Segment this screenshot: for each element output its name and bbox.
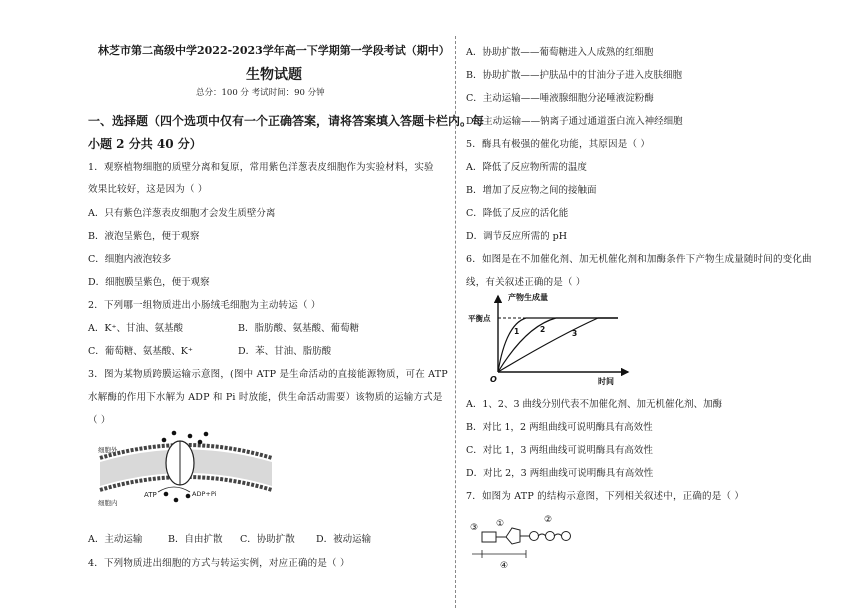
molecule-outside — [188, 434, 193, 439]
plateau-label: 平衡点 — [468, 314, 491, 323]
phosphate-3 — [562, 532, 571, 541]
membrane-transport-figure — [96, 430, 276, 520]
origin-label: O — [490, 375, 497, 384]
q6-option-b: B．对比 1，2 两组曲线可说明酶具有高效性 — [466, 422, 653, 433]
phosphate-1 — [530, 532, 539, 541]
molecule-inside — [164, 492, 169, 497]
q4-option-c: C．主动运输——唾液腺细胞分泌唾液淀粉酶 — [466, 93, 654, 104]
molecule-inside — [174, 498, 179, 503]
adenine-box — [482, 532, 496, 542]
label-1: ① — [496, 519, 505, 529]
curve-1-label: 1 — [514, 327, 520, 336]
molecule-outside — [204, 432, 209, 437]
q3-option-d: D．被动运输 — [316, 534, 372, 545]
score-info: 总分：100 分 考试时间：90 分钟 — [196, 88, 325, 98]
atp-structure-figure — [468, 508, 588, 572]
q1-stem-line1: 1．观察植物细胞的质壁分离和复原，常用紫色洋葱表皮细胞作为实验材料，实验 — [88, 162, 434, 173]
label-3: ③ — [470, 523, 479, 533]
q2-option-b: B．脂肪酸、氨基酸、葡萄糖 — [238, 323, 359, 334]
q5-option-a: A．降低了反应物所需的温度 — [466, 162, 587, 173]
q5-option-c: C．降低了反应的活化能 — [466, 208, 569, 219]
q3-stem-line1: 3．图为某物质跨膜运输示意图，(图中 ATP 是生命活动的直接能源物质，可在 ATP — [88, 369, 448, 380]
q1-option-c: C．细胞内液泡较多 — [88, 254, 172, 265]
label-4: ④ — [500, 561, 509, 571]
q2-option-d: D．苯、甘油、脂肪酸 — [238, 346, 332, 357]
atp-arrow — [158, 487, 190, 492]
q1-option-b: B．液泡呈紫色，便于观察 — [88, 231, 200, 242]
molecule-outside — [198, 440, 203, 445]
q3-option-b: B．自由扩散 — [168, 534, 223, 545]
high-energy-bond — [538, 534, 546, 536]
q6-option-a: A．1、2、3 曲线分别代表不加催化剂、加无机催化剂、加酶 — [466, 399, 723, 410]
high-energy-bond — [554, 534, 562, 536]
q2-option-c: C．葡萄糖、氨基酸、K⁺ — [88, 346, 193, 357]
label-2: ② — [544, 515, 553, 525]
q5-stem: 5．酶具有极强的催化功能，其原因是（ ） — [466, 139, 651, 150]
ribose-ring — [506, 528, 520, 544]
q4-option-d: D．主动运输——钠离子通过通道蛋白流入神经细胞 — [466, 116, 683, 127]
q5-option-d: D．调节反应所需的 pH — [466, 231, 568, 242]
q6-stem-line2: 线，有关叙述正确的是（ ） — [466, 277, 586, 288]
label-inside: 细胞内 — [98, 499, 118, 507]
q3-stem-line3: （ ） — [88, 415, 111, 426]
q4-stem: 4．下列物质进出细胞的方式与转运实例，对应正确的是（ ） — [88, 558, 350, 569]
curve-3-label: 3 — [572, 329, 578, 338]
q3-stem-line2: 水解酶的作用下水解为 ADP 和 Pi 时放能，供生命活动需要）该物质的运输方式是 — [88, 392, 443, 403]
q1-option-d: D．细胞膜呈紫色，便于观察 — [88, 277, 210, 288]
molecule-outside — [162, 438, 167, 443]
q7-stem: 7．如图为 ATP 的结构示意图，下列相关叙述中，正确的是（ ） — [466, 491, 745, 502]
label-atp: ATP — [144, 491, 157, 499]
q1-option-a: A．只有紫色洋葱表皮细胞才会发生质壁分离 — [88, 208, 276, 219]
phosphate-2 — [546, 532, 555, 541]
q6-stem-line1: 6．如图是在不加催化剂、加无机催化剂和加酶条件下产物生成量随时间的变化曲 — [466, 254, 812, 265]
section-heading-line2: 小题 2 分共 40 分） — [88, 137, 202, 151]
q6-option-d: D．对比 2，3 两组曲线可说明酶具有高效性 — [466, 468, 654, 479]
q4-option-b: B．协助扩散——护肤品中的甘油分子进入皮肤细胞 — [466, 70, 682, 81]
q2-option-a: A．K⁺、甘油、氨基酸 — [88, 323, 183, 334]
q2-stem: 2．下列哪一组物质进出小肠绒毛细胞为主动转运（ ） — [88, 300, 321, 311]
y-axis-label: 产物生成量 — [508, 293, 548, 302]
q1-stem-line2: 效果比较好，这是因为（ ） — [88, 184, 208, 195]
molecule-inside — [186, 494, 191, 499]
exam-subject: 生物试题 — [246, 67, 302, 83]
q4-option-a: A．协助扩散——葡萄糖进入人成熟的红细胞 — [466, 47, 654, 58]
label-outside: 细胞外 — [98, 446, 118, 454]
exam-title: 林芝市第二高级中学2022-2023学年高一下学期第一学段考试（期中） — [98, 44, 450, 57]
label-adp: ADP+Pi — [192, 490, 217, 498]
q3-option-a: A．主动运输 — [88, 534, 143, 545]
product-curve-figure — [468, 290, 638, 386]
curve-2-label: 2 — [540, 325, 546, 334]
q5-option-b: B．增加了反应物之间的接触面 — [466, 185, 597, 196]
molecule-outside — [172, 431, 177, 436]
q6-option-c: C．对比 1，3 两组曲线可说明酶具有高效性 — [466, 445, 653, 456]
q3-option-c: C．协助扩散 — [240, 534, 295, 545]
x-axis-label: 时间 — [598, 377, 614, 386]
section-heading-line1: 一、选择题（四个选项中仅有一个正确答案，请将答案填入答题卡栏内。每 — [88, 114, 485, 128]
